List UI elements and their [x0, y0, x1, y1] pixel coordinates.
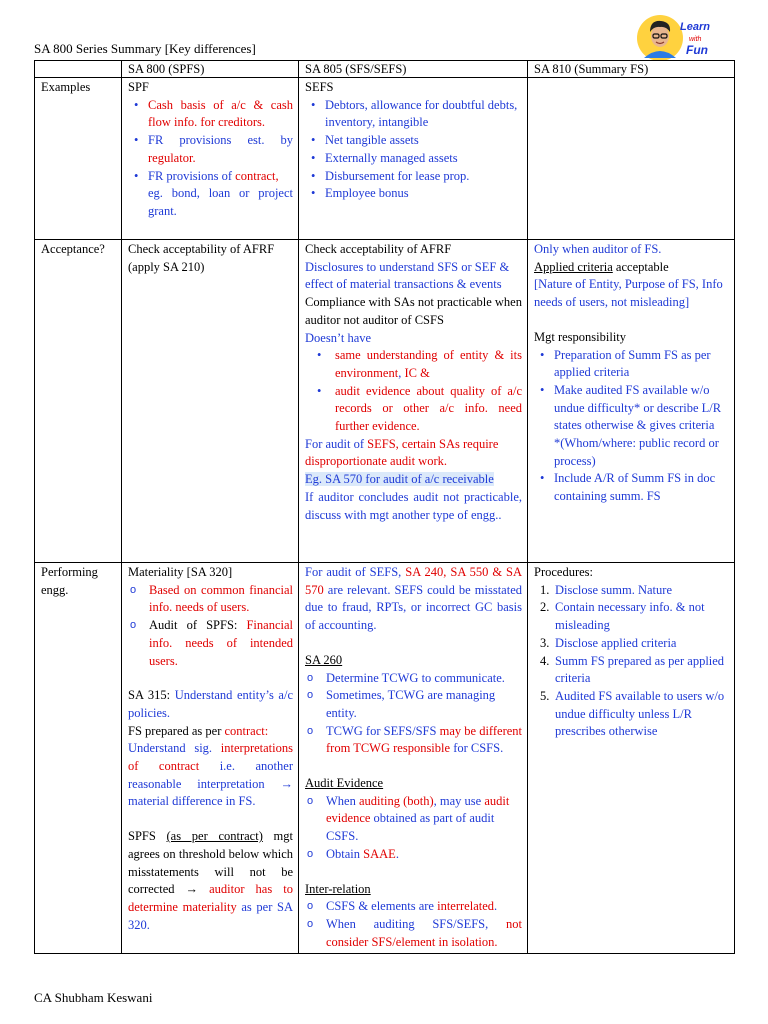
list-item: • FR provisions est. by regulator. — [128, 132, 293, 167]
sa800-performing — [122, 563, 299, 954]
text-line: For audit of SEFS, SA 240, SA 550 & SA 570 are relevant. SEFS could be misstated due to fraud, RPTs, or incorrect GC basis of accounting. — [305, 565, 523, 633]
text-line: FS prepared as per contract: — [128, 723, 269, 738]
list-item: • Employee bonus — [305, 185, 522, 203]
text-line: SPFS (as per contract) mgt agrees on threshold below which misstatements will not be corrected → auditor has to determine materiality as per SA 320. — [128, 829, 294, 932]
header-sa805: SA 805 (SFS/SEFS) — [299, 61, 528, 78]
list-item: • Externally managed assets — [305, 150, 522, 168]
text-line: Understand sig. interpretations of contract i.e. another reasonable interpretation → material difference in FS. — [128, 741, 293, 809]
sa800-examples — [122, 78, 299, 240]
sefs-heading: SEFS — [305, 80, 334, 94]
text-line: Compliance with SAs not practicable when auditor not auditor of CSFS — [305, 295, 522, 327]
text-line: Check acceptability of AFRF — [128, 242, 275, 256]
svg-text:with: with — [689, 36, 702, 43]
list-item: • Debtors, allowance for doubtful debts, inventory, intangible — [305, 97, 522, 132]
header-sa810: SA 810 (Summary FS) — [528, 61, 735, 78]
procedures-list — [534, 582, 729, 741]
list-item: 4. Summ FS prepared as per applied criteria — [540, 653, 725, 686]
list-item: o Sometimes, TCWG are managing entity. — [305, 687, 522, 722]
text-line: Only when auditor of FS. — [534, 242, 662, 256]
sa810-acceptance — [528, 240, 735, 563]
text-line: Disclosures to understand SFS or SEF & effect of material transactions & events — [305, 259, 510, 292]
spf-heading: SPF — [128, 80, 149, 94]
text-line: Check acceptability of AFRF — [305, 242, 452, 256]
list-item: • Net tangible assets — [305, 132, 522, 150]
row-performing — [35, 563, 735, 954]
text-line: If auditor concludes audit not practicable, discuss with mgt another type of engg.. — [305, 489, 522, 522]
sa810-performing — [528, 563, 735, 954]
svg-text:Fun: Fun — [686, 43, 708, 57]
text-line: Materiality [SA 320] — [128, 565, 233, 579]
doesnt-have-list — [305, 347, 522, 436]
text-line: SA 315: Understand entity’s a/c policies. — [128, 688, 294, 720]
list-item: 1. Disclose summ. Nature — [540, 582, 672, 597]
list-item: o Obtain SAAE. — [305, 846, 522, 864]
row-label-acceptance: Acceptance? — [35, 240, 122, 563]
materiality-list — [128, 582, 293, 671]
learn-with-fun-logo — [636, 14, 722, 62]
page-title: SA 800 Series Summary [Key differences] — [34, 41, 256, 56]
list-item: o When auditing SFS/SEFS, not consider SFS/element in isolation. — [305, 916, 522, 951]
text-line: [Nature of Entity, Purpose of FS, Info needs of users, not misleading] — [534, 277, 723, 310]
list-item: 3. Disclose applied criteria — [540, 635, 677, 650]
list-item: • Preparation of Summ FS as per applied criteria — [534, 347, 729, 382]
list-item: • Disbursement for lease prop. — [305, 168, 522, 186]
list-item: o CSFS & elements are interrelated. — [305, 898, 522, 916]
text-line: Mgt responsibility — [534, 329, 627, 344]
text-line: Eg. SA 570 for audit of a/c receivable — [305, 472, 494, 487]
list-item: o Determine TCWG to communicate. — [305, 670, 522, 688]
svg-text:Learn: Learn — [680, 21, 710, 33]
sa810-examples — [528, 78, 735, 240]
row-acceptance — [35, 240, 735, 563]
spf-list — [128, 97, 293, 221]
list-item: o Audit of SPFS: Financial info. needs of intended users. — [128, 617, 293, 670]
inter-relation-list — [305, 898, 522, 951]
author-footer: CA Shubham Keswani — [34, 990, 153, 1005]
list-item: • same understanding of entity & its environment, IC & — [305, 347, 522, 382]
header-sa800: SA 800 (SPFS) — [122, 61, 299, 78]
section-heading: SA 260 — [305, 652, 343, 667]
row-label-examples: Examples — [35, 78, 122, 240]
section-heading: Audit Evidence — [305, 776, 384, 791]
list-item: o Based on common financial info. needs of users. — [128, 582, 293, 617]
row-label-performing: Performing engg. — [35, 563, 122, 954]
list-item: • FR provisions of contract, eg. bond, loan or project grant. — [128, 168, 293, 221]
summary-table — [34, 60, 735, 954]
mgt-responsibility-list — [534, 347, 729, 506]
list-item: o When auditing (both), may use audit evidence obtained as part of audit CSFS. — [305, 793, 522, 846]
sa260-list — [305, 670, 522, 759]
list-item: • Make audited FS available w/o undue difficulty* or describe L/R states otherwise & gives criteria *(Whom/where: public record or process) — [534, 382, 729, 471]
sefs-list — [305, 97, 522, 203]
header-row — [35, 61, 735, 78]
list-item: • Cash basis of a/c & cash flow info. for creditors. — [128, 97, 293, 132]
list-item: 2. Contain necessary info. & not misleading — [540, 600, 705, 633]
sa800-acceptance — [122, 240, 299, 563]
sa805-examples — [299, 78, 528, 240]
audit-evidence-list — [305, 793, 522, 864]
header-blank — [35, 61, 122, 78]
list-item: • Include A/R of Summ FS in doc containing summ. FS — [534, 470, 729, 505]
sa805-acceptance — [299, 240, 528, 563]
text-line: Doesn’t have — [305, 330, 372, 345]
row-examples — [35, 78, 735, 240]
list-item: • audit evidence about quality of a/c records or other a/c info. need further evidence. — [305, 383, 522, 436]
list-item: 5. Audited FS available to users w/o undue difficulty unless L/R prescribes otherwise — [540, 688, 725, 739]
text-line: For audit of SEFS, certain SAs require disproportionate audit work. — [305, 436, 499, 469]
sa805-performing — [299, 563, 528, 954]
text-line: Applied criteria acceptable — [534, 259, 669, 274]
text-line: (apply SA 210) — [128, 259, 205, 274]
text-line: Procedures: — [534, 565, 594, 579]
list-item: o TCWG for SEFS/SFS may be different from TCWG responsible for CSFS. — [305, 723, 522, 758]
section-heading: Inter-relation — [305, 881, 371, 896]
